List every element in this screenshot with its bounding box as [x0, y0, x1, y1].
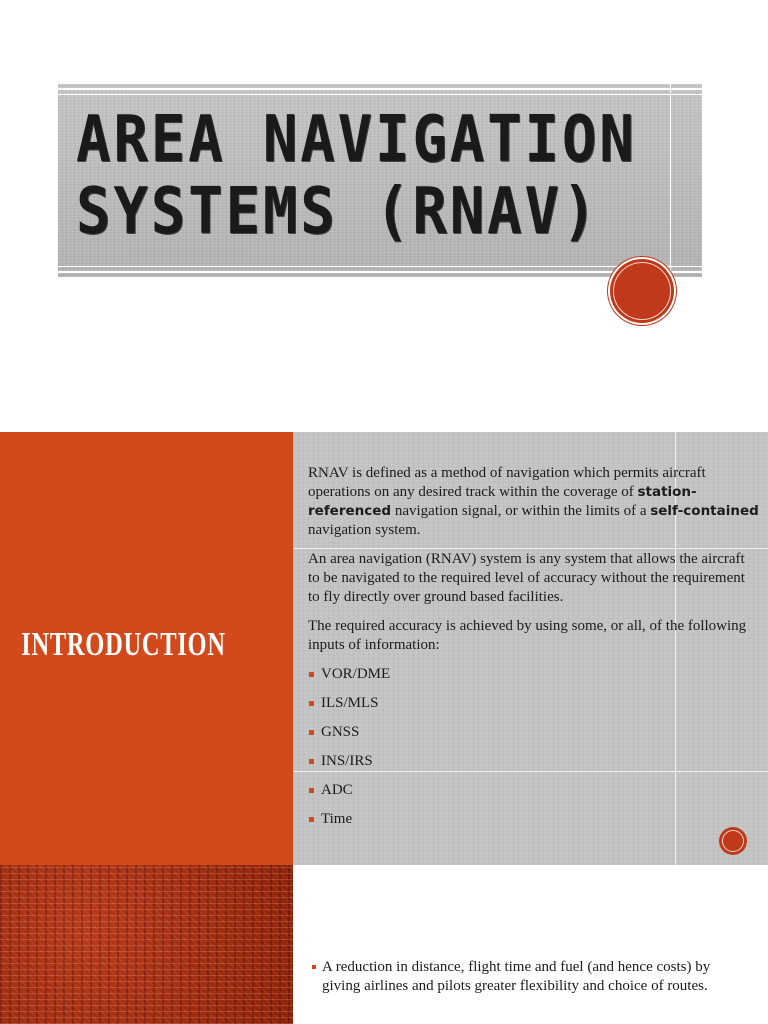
list-item: GNSS — [308, 723, 760, 742]
para1-text: navigation system. — [308, 522, 421, 538]
benefits-slide — [0, 865, 768, 1024]
para1-text: RNAV is defined as a method of navigation which permits aircraft operations on any desired track within the coverage of — [308, 465, 706, 500]
band-vertical-line — [670, 84, 671, 277]
para1-bold-station: station-referenced — [308, 484, 697, 519]
title-band — [58, 84, 702, 277]
list-item: Time — [308, 810, 760, 829]
paragraph-accuracy: The required accuracy is achieved by using some, or all, of the following inputs of information: — [308, 618, 747, 653]
list-item: VOR/DME — [308, 665, 760, 684]
texture-panel — [0, 865, 293, 1024]
list-item: ADC — [308, 781, 760, 800]
band-line — [58, 88, 702, 90]
band-line — [58, 271, 702, 273]
intro-panel — [0, 432, 293, 865]
decorative-circle-icon — [608, 257, 676, 325]
slide-title — [76, 103, 637, 249]
title-line-2: SYSTEMS (RNAV) — [76, 175, 600, 249]
introduction-slide — [0, 432, 768, 865]
title-slide — [0, 0, 768, 432]
decorative-circle-icon — [719, 827, 747, 855]
content-body — [308, 464, 760, 839]
para1-text: navigation signal, or within the limits of a — [391, 503, 651, 519]
content-panel — [293, 432, 768, 865]
paragraph-definition — [308, 464, 760, 540]
intro-heading: INTRODUCTION — [21, 626, 226, 663]
inputs-list — [308, 665, 760, 829]
paragraph-rnav-system: An area navigation (RNAV) system is any system that allows the aircraft to be navigated to the required level of accuracy without the requirement to fly directly over ground based facilities. — [308, 551, 745, 605]
benefits-content — [312, 958, 742, 996]
band-line — [58, 94, 702, 95]
band-line — [58, 266, 702, 267]
list-item: ILS/MLS — [308, 694, 760, 713]
list-item: INS/IRS — [308, 752, 760, 771]
benefits-list — [312, 958, 742, 996]
title-line-1: AREA NAVIGATION — [76, 103, 637, 177]
para1-bold-self: self-contained — [650, 503, 759, 519]
list-item: A reduction in distance, flight time and fuel (and hence costs) by giving airlines and pilots greater flexibility and choice of routes. — [312, 958, 742, 996]
